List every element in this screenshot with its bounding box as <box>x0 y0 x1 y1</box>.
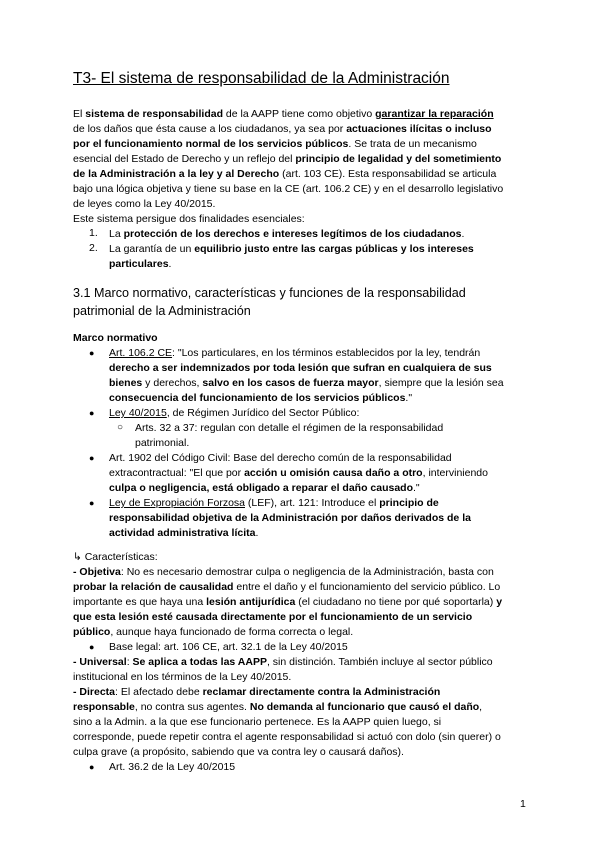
list-item <box>109 496 471 541</box>
text: : El afectado debe <box>115 686 203 698</box>
sub-list-item: Arts. 32 a 37: regulan con detalle el régimen de la responsabilidad patrimonial. <box>135 422 444 449</box>
bold-text: público <box>73 626 111 638</box>
bullet-icon: ● <box>89 762 95 772</box>
bold-text: de la Administración a la ley y al Derecho <box>73 168 280 180</box>
intro-line-6: bajo una lógica objetiva y tiene su base en la CE (art. 106.2 CE) y en el desarrollo legislativo <box>73 183 504 195</box>
bold-text: actividad administrativa lícita <box>109 527 256 539</box>
link[interactable]: Ley 40/2015 <box>109 407 167 419</box>
bold-text: probar la relación de causalidad <box>73 581 234 593</box>
intro-line-3 <box>73 137 535 152</box>
text: , sin distinción. También incluye al sector público <box>266 656 493 668</box>
bold-text: actuaciones ilícitas o incluso <box>346 123 492 135</box>
link[interactable]: Art. 106.2 CE <box>109 347 173 359</box>
text: importante es que haya una <box>73 596 207 608</box>
text: esencial del Estado de Derecho y un reflejo del <box>73 153 296 165</box>
text: de la AAPP tiene como objetivo <box>222 108 376 120</box>
bold-text: protección de los derechos e intereses legítimos de los ciudadanos <box>123 228 462 240</box>
list-number: 1. <box>89 227 98 239</box>
text: : <box>126 656 133 668</box>
page-title: T3- El sistema de responsabilidad de la Administración <box>73 70 450 87</box>
text: (LEF), art. 121: Introduce el <box>245 497 380 509</box>
list-item <box>109 227 464 242</box>
intro-line-8: Este sistema persigue dos finalidades esenciales: <box>73 213 305 225</box>
text: y derechos, <box>142 377 203 389</box>
bullet-icon: ● <box>89 408 95 418</box>
text: La <box>109 228 124 240</box>
intro-line-2 <box>73 122 535 137</box>
bold-text: lesión antijurídica <box>206 596 296 608</box>
intro-line-4 <box>73 152 535 167</box>
text: El <box>73 108 86 120</box>
section-heading <box>73 284 466 320</box>
text: , no contra sus agentes. <box>134 701 250 713</box>
text: La garantía de un <box>109 243 195 255</box>
bold-text: No demanda al funcionario que causó el daño <box>249 701 480 713</box>
universal-paragraph: - Universal: Se aplica a todas las AAPP, sin distinción. También incluye al sector público institucional en los términos de la Ley 40/2015. - Directa: El afectado debe reclamar directamente contra la Administración responsable, no contra sus agentes. No demanda al funcionario que causó el daño, sino a la Admin. a la que ese funcionario pertenece. Es la AAPP quien luego, si corresponde, puede repetir contra el agente responsabilidad si actuó con dolo (sin querer) o culpa grave (a propósito, sabiendo que va contra ley o causará daños). <box>73 656 501 758</box>
text: entre el daño y el funcionamiento del servicio público. Lo <box>233 581 501 593</box>
intro-line-5 <box>73 167 535 182</box>
list-number: 2. <box>89 242 98 254</box>
list-item: Base legal: art. 106 CE, art. 32.1 de la Ley 40/2015 <box>109 641 348 653</box>
bold-text: y <box>496 596 503 608</box>
bold-text: por el funcionamiento normal de los servicios públicos <box>73 138 349 150</box>
bullet-icon: ● <box>89 642 95 652</box>
bold-text: Se aplica a todas las AAPP <box>132 656 267 668</box>
text: extracontractual: "El que por <box>109 467 245 479</box>
intro-line-1 <box>73 107 535 122</box>
text: : "Los particulares, en los términos establecidos por la ley, tendrán <box>172 347 481 359</box>
text: . <box>168 258 172 270</box>
bold-text: acción u omisión causa daño a otro <box>244 467 423 479</box>
intro-paragraph <box>73 107 535 227</box>
bold-text: responsable <box>73 701 135 713</box>
characteristics-section <box>73 550 535 640</box>
bold-text: culpa o negligencia, está obligado a reparar el daño causado <box>109 482 414 494</box>
text: , aunque haya funcionado de forma correcta o legal. <box>110 626 354 638</box>
text: . <box>255 527 259 539</box>
bold-text: responsabilidad objetiva de la Administración por daños derivados de la <box>109 512 471 524</box>
list-item: Art. 36.2 de la Ley 40/2015 <box>109 761 236 773</box>
text: , interviniendo <box>422 467 488 479</box>
text: . Se trata de un mecanismo <box>348 138 477 150</box>
bold-text: equilibrio justo entre las cargas públicas y los intereses <box>194 243 474 255</box>
list-item <box>109 346 504 406</box>
text: : No es necesario demostrar culpa o negligencia de la Administración, basta con <box>120 566 494 578</box>
bold-text: derecho a ser indemnizados por toda lesión que sufran en cualquiera de sus <box>109 362 492 374</box>
bold-text: salvo en los casos de fuerza mayor <box>202 377 379 389</box>
bold-text: - Objetiva <box>73 566 121 578</box>
text: . <box>461 228 465 240</box>
bullet-icon: ● <box>89 498 95 508</box>
subheading-marco-normativo: Marco normativo <box>73 332 158 344</box>
page-number: 1 <box>520 798 526 810</box>
bullet-icon: ● <box>89 348 95 358</box>
bold-text: reclamar directamente contra la Administración <box>202 686 441 698</box>
bold-text: - Directa <box>73 686 116 698</box>
bold-text: que esta lesión esté causada directamente por el funcionamiento de un servicio <box>73 611 473 623</box>
bold-text: sistema de responsabilidad <box>85 108 223 120</box>
text: (el ciudadano no tiene por qué soportarla) <box>295 596 497 608</box>
circle-bullet-icon: ○ <box>117 422 124 433</box>
text: , siempre que la lesión sea <box>378 377 504 389</box>
bold-text: consecuencia del funcionamiento de los servicios públicos <box>109 392 406 404</box>
bold-text: particulares <box>109 258 169 270</box>
bullet-icon: ● <box>89 453 95 463</box>
text: , <box>479 701 483 713</box>
list-item <box>109 406 359 421</box>
intro-line-7: de leyes como la Ley 40/2015. <box>73 198 216 210</box>
bold-underlined-text: garantizar la reparación <box>375 108 494 120</box>
section-heading-line: patrimonial de la Administración <box>73 304 251 318</box>
text: de los daños que ésta cause a los ciudadanos, ya sea por <box>73 123 347 135</box>
text: (art. 103 CE). Esta responsabilidad se articula <box>279 168 497 180</box>
list-item <box>109 242 474 272</box>
bold-text: bienes <box>109 377 143 389</box>
text: ." <box>413 482 420 494</box>
section-heading-line: 3.1 Marco normativo, características y funciones de la responsabilidad <box>73 286 466 300</box>
characteristics-heading: ↳ Características: <box>73 551 158 563</box>
text: , de Régimen Jurídico del Sector Público: <box>166 407 360 419</box>
link[interactable]: Ley de Expropiación Forzosa <box>109 497 245 509</box>
bold-text: - Universal <box>73 656 127 668</box>
text: ." <box>405 392 413 404</box>
bold-text: principio de <box>379 497 439 509</box>
bold-text: principio de legalidad y del sometimiento <box>295 153 502 165</box>
list-item: Art. 1902 del Código Civil: Base del derecho común de la responsabilidad extracontractual: "El que por acción u omisión causa daño a otro, interviniendo culpa o negligencia, está obligado a reparar el daño causado." <box>109 452 488 494</box>
